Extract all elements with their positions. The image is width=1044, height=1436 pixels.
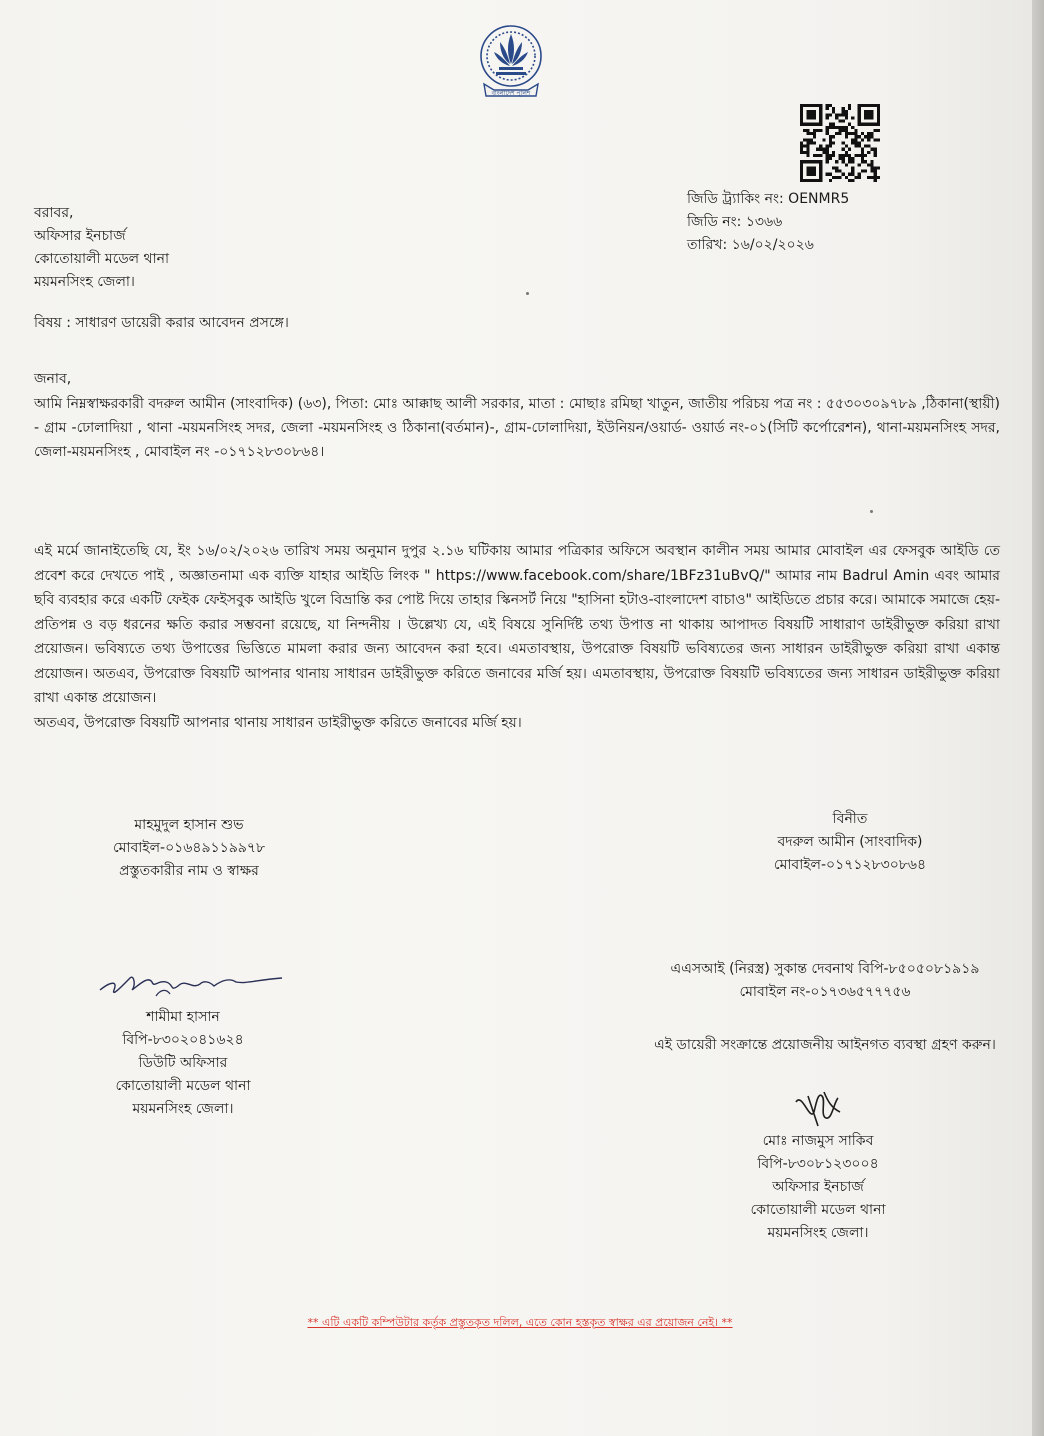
gd-number: জিডি নং: ১৩৬৬ xyxy=(687,214,783,230)
preparer-name: মাহমুদুল হাসান শুভ xyxy=(134,817,244,833)
qr-code-icon xyxy=(800,104,880,182)
applicant-details-paragraph: আমি নিম্নস্বাক্ষরকারী বদরুল আমীন (সাংবাদিক) (৬৩), পিতা: মোঃ আক্কাছ আলী সরকার, মাতা : মোছাঃ রমিছা খাতুন, জাতীয় পরিচয় পত্র নং : ৫৫৩০৩০৯৭৮৯ ,ঠিকানা(স্থায়ী) - গ্রাম -ঢোলাদিয়া , থানা -ময়মনসিংহ সদর, জেলা -ময়মনসিংহ ও ঠিকানা(বর্তমান)-, গ্রাম-ঢোলাদিয়া, ইউনিয়ন/ওয়ার্ড- ওয়ার্ড নং-০১(সিটি কর্পোরেশন), থানা-ময়মনসিংহ সদর, জেলা-ময়মনসিংহ , মোবাইল নং -০১৭১২৮৩০৮৬৪। xyxy=(34,396,1000,460)
address-line: ময়মনসিংহ জেলা। xyxy=(34,274,135,290)
duty-officer-bp: বিপি-৮৩০২০৪১৬২৪ xyxy=(122,1032,244,1048)
oc-title: অফিসার ইনচার্জ xyxy=(772,1179,864,1195)
oc-name: মোঃ নাজমুস সাকিব xyxy=(762,1133,874,1149)
address-line: কোতোয়ালী মডেল থানা xyxy=(34,251,170,267)
closing-request: অতএব, উপরোক্ত বিষয়টি আপনার থানায় সাধারন ডাইরীভুক্ত করিতে জনাবের মর্জি হয়। xyxy=(34,714,522,731)
sender-closing: বিনীত xyxy=(832,811,868,827)
tracking-block xyxy=(687,188,849,257)
address-line: অফিসার ইনচার্জ xyxy=(34,228,126,244)
preparer-block xyxy=(104,814,274,883)
preparer-caption: প্রস্তুতকারীর নাম ও স্বাক্ষর xyxy=(119,863,259,879)
oc-station: কোতোয়ালী মডেল থানা xyxy=(750,1202,886,1218)
address-line: বরাবর, xyxy=(34,205,74,221)
oc-bp: বিপি-৮৩০৮১২৩০০৪ xyxy=(757,1156,879,1172)
speck xyxy=(526,292,529,295)
sender-block xyxy=(758,808,942,877)
preparer-mobile: মোবাইল-০১৬৪৯১১৯৯৭৮ xyxy=(112,840,266,856)
duty-officer-station: কোতোয়ালী মডেল থানা xyxy=(115,1078,251,1094)
emblem-ribbon-text: বাংলাদেশ পুলিশ xyxy=(491,90,531,97)
sender-name: বদরুল আমীন (সাংবাদিক) xyxy=(777,834,923,850)
sender-mobile: মোবাইল-০১৭১২৮৩০৮৬৪ xyxy=(773,857,927,873)
complaint-body xyxy=(34,539,1000,735)
asi-mobile: মোবাইল নং-০১৭৩৬৫৭৭৭৫৬ xyxy=(739,984,911,1000)
subject-line: বিষয় : সাধারণ ডায়েরী করার আবেদন প্রসঙ্গে। xyxy=(34,315,289,331)
asi-block xyxy=(628,958,1022,1004)
salutation: জনাব, xyxy=(34,371,72,387)
page-edge xyxy=(1032,0,1044,1436)
speck xyxy=(870,510,873,513)
duty-officer-district: ময়মনসিংহ জেলা। xyxy=(132,1101,234,1117)
officer-in-charge-signature xyxy=(788,1082,848,1132)
computer-generated-footer: ** এটি একটি কম্পিউটার কর্তৃক প্রস্তুতকৃত দলিল, এতে কোন হস্তকৃত স্বাক্ষর এর প্রয়োজন নেই। ** xyxy=(307,1316,733,1329)
asi-name: এএসআই (নিরস্ত্র) সুকান্ত দেবনাথ বিপি-৮৫০৫০৮১৯১৯ xyxy=(670,961,980,977)
duty-officer-title: ডিউটি অফিসার xyxy=(138,1055,228,1071)
duty-officer-block xyxy=(94,1006,272,1121)
police-emblem-icon xyxy=(470,18,552,104)
duty-officer-name: শামীমা হাসান xyxy=(146,1009,220,1025)
oc-district: ময়মনসিংহ জেলা। xyxy=(767,1225,869,1241)
gd-date: তারিখ: ১৬/০২/২০২৬ xyxy=(687,237,814,253)
complaint-paragraph: এই মর্মে জানাইতেছি যে, ইং ১৬/০২/২০২৬ তারিখ সময় অনুমান দুপুর ২.১৬ ঘটিকায় আমার পত্রিকার অফিসে অবস্থান কালীন সময় আমার মোবাইল এর ফেসবুক আইডি তে প্রবেশ করে দেখতে পাই , অজ্ঞাতনামা এক ব্যক্তি যাহার আইডি লিংক " https://www.facebook.com/share/1BFz31uBvQ/" আমার নাম Badrul Amin এবং আমার ছবি ব্যবহার করে একটি ফেইক ফেইসবুক আইডি খুলে বিভ্রান্তি কর পোষ্ট দিয়ে তাহার স্কিনসর্ট নিয়ে "হাসিনা হটাও-বাংলাদেশ বাচাও" আইডিতে প্রচার করে। আমাকে সমাজে হেয়-প্রতিপন্ন ও বড় ধরনের ক্ষতি করার সম্ভবনা রয়েছে, যা নিন্দনীয় । উল্লেখ্য যে, এই বিষয়ে সুনির্দিষ্ট তথ্য উপাত্ত না থাকায় আপাদত বিষয়টি সাধারাণ ডাইরীভুক্ত করিয়া রাখা প্রয়োজন। ভবিষ্যতে তথ্য উপাত্তের ভিত্তিতে মামলা করার জন্য আবেদন করা হবে। এমতাবস্থায়, উপরোক্ত বিষয়টি ভবিষ্যতের জন্য সাধারন ডাইরীভুক্ত করিয়া রাখা একান্ত প্রয়োজন। অতএব, উপরোক্ত বিষয়টি আপনার থানায় সাধারন ডাইরীভুক্ত করিতে জনাবের মর্জি হয়। এমতাবস্থায়, উপরোক্ত বিষয়টি ভবিষ্যতের জন্য সাধারন ডাইরীভুক্ত করিয়া রাখা একান্ত প্রয়োজন। xyxy=(34,543,1000,706)
recipient-address xyxy=(34,202,169,294)
officer-in-charge-block xyxy=(718,1130,918,1245)
duty-officer-signature xyxy=(96,960,286,1008)
tracking-number: জিডি ট্র্যাকিং নং: OENMR5 xyxy=(687,191,850,207)
instruction-text: এই ডায়েরী সংক্রান্তে প্রয়োজনীয় আইনগত ব্যবস্থা গ্রহণ করুন। xyxy=(654,1037,996,1053)
